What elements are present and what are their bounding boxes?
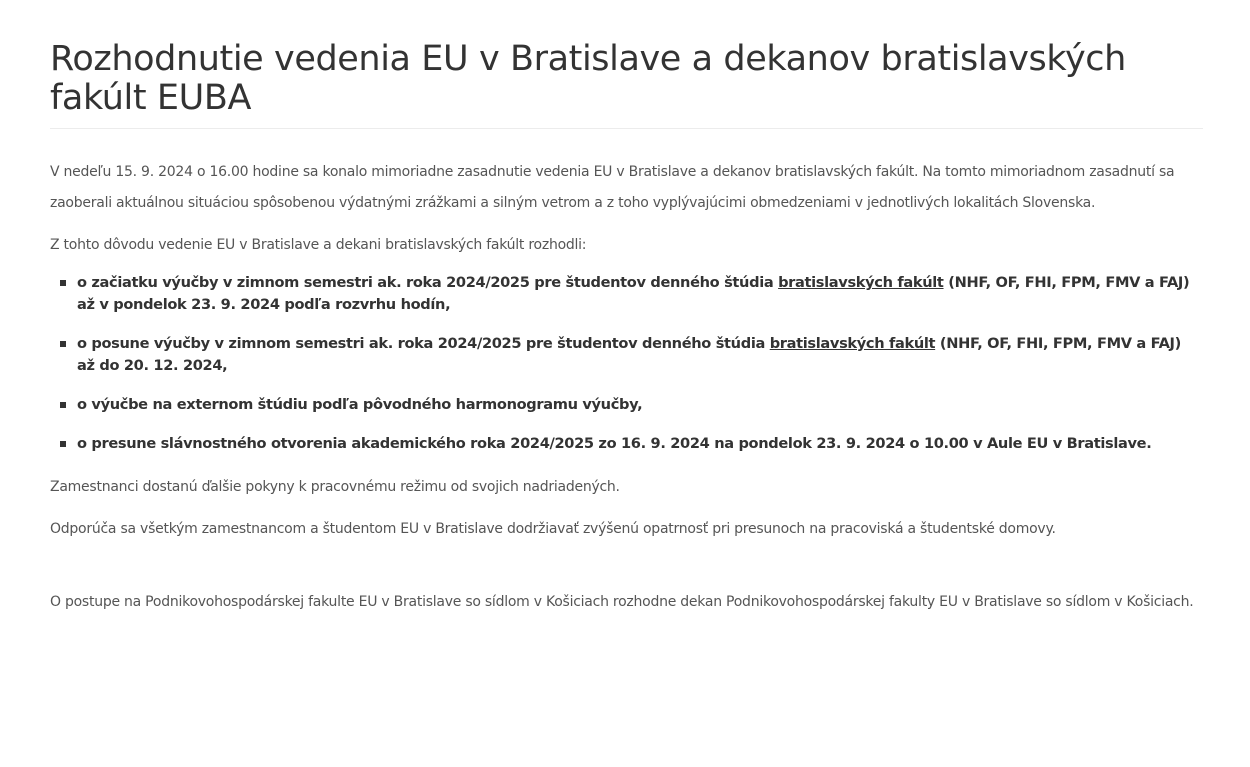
article [50,40,1203,629]
list-item [50,433,1203,455]
list-item [50,333,1203,377]
decision-text: o presune slávnostného otvorenia akademického roka 2024/2025 zo 16. 9. 2024 na pondelok 23. 9. 2024 o 10.00 v Aule EU v Bratislave. [77,435,1152,452]
decision-text: o výučbe na externom štúdiu podľa pôvodného harmonogramu výučby, [77,396,643,413]
square-bullet-icon [60,402,66,408]
decision-text: (NHF, OF, FHI, FPM, FMV a FAJ) až v pondelok 23. 9. 2024 podľa rozvrhu hodín, [77,274,1190,313]
decision-text: o začiatku výučby v zimnom semestri ak. roka 2024/2025 pre študentov denného štúdia [77,274,779,291]
intro-paragraph: V nedeľu 15. 9. 2024 o 16.00 hodine sa konalo mimoriadne zasadnutie vedenia EU v Bratislave a dekanov bratislavských fakúlt. Na tomto mimoriadnom zasadnutí sa zaoberali aktuálnou situáciou spôsobenou výdatnými zrážkami a silným vetrom a z toho vyplývajúcimi obmedzeniami v jednotlivých lokalitách Slovenska. [50,164,1175,211]
list-item [50,272,1203,316]
employees-note-paragraph: Zamestnanci dostanú ďalšie pokyny k pracovnému režimu od svojich nadriadených. [50,479,620,495]
paragraph-spacer [50,556,1203,587]
bratislava-faculties-link[interactable]: bratislavských fakúlt [778,274,944,291]
decision-lead-paragraph: Z tohto dôvodu vedenie EU v Bratislave a dekani bratislavských fakúlt rozhodli: [50,237,587,253]
list-item [50,394,1203,416]
square-bullet-icon [60,280,66,286]
decision-text: o posune výučby v zimnom semestri ak. roka 2024/2025 pre študentov denného štúdia [77,335,770,352]
recommendation-paragraph: Odporúča sa všetkým zamestnancom a študentom EU v Bratislave dodržiavať zvýšenú opatrnosť pri presunoch na pracoviská a študentské domovy. [50,521,1056,537]
decision-list [50,272,1203,455]
decision-text: (NHF, OF, FHI, FPM, FMV a FAJ) až do 20. 12. 2024, [77,335,1181,374]
square-bullet-icon [60,341,66,347]
article-body [50,157,1203,618]
kosice-note-paragraph: O postupe na Podnikovohospodárskej fakulte EU v Bratislave so sídlom v Košiciach rozhodne dekan Podnikovohospodárskej fakulty EU v Bratislave so sídlom v Košiciach. [50,594,1194,610]
square-bullet-icon [60,441,66,447]
page-title: Rozhodnutie vedenia EU v Bratislave a dekanov bratislavských fakúlt EUBA [50,40,1203,129]
bratislava-faculties-link[interactable]: bratislavských fakúlt [769,335,936,352]
